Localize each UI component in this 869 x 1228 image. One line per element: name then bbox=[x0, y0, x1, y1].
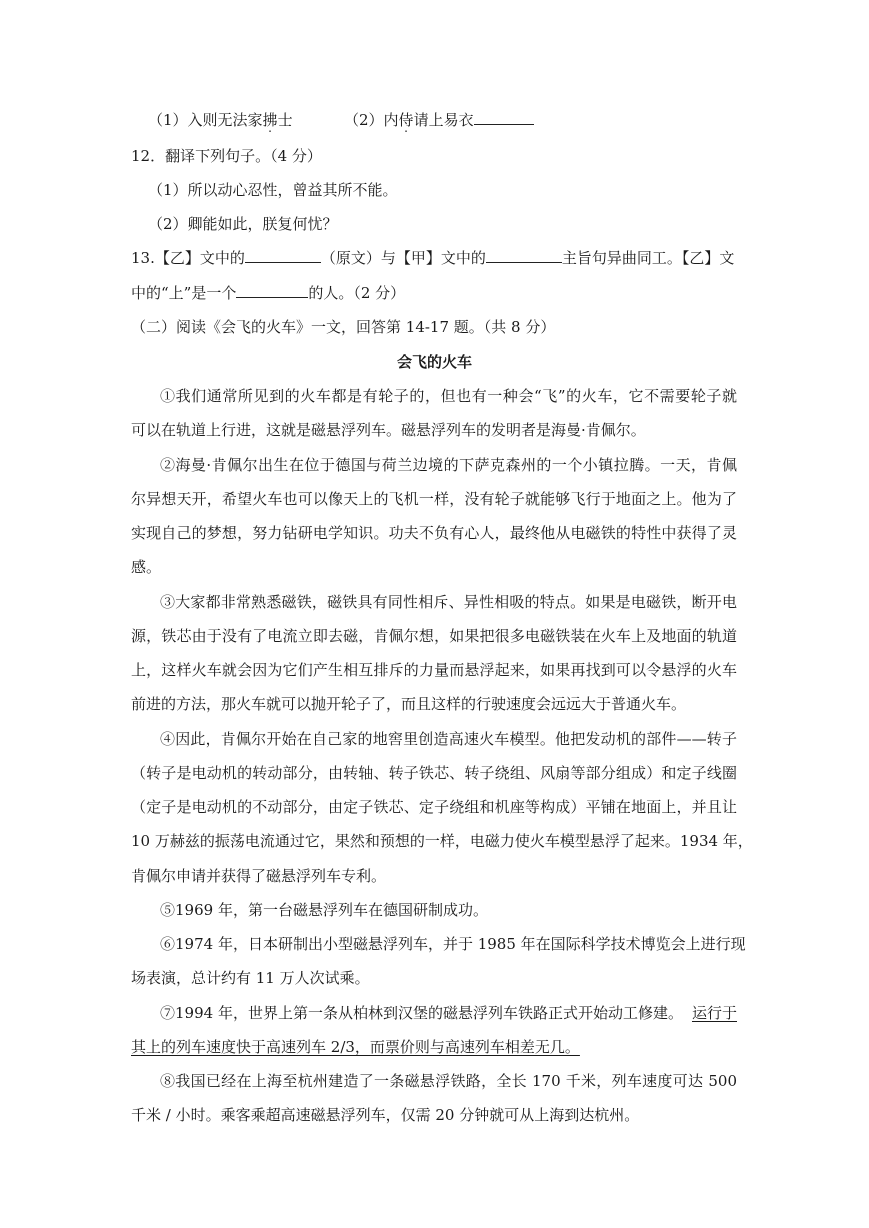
para-3-line-3: 上，这样火车就会因为它们产生相互排斥的力量而悬浮起来，如果再找到可以令悬浮的火车 bbox=[131, 661, 737, 679]
para-2-line-4: 感。 bbox=[131, 558, 162, 576]
q11-answer-blank[interactable] bbox=[474, 110, 534, 125]
para-4-line-3: （定子是电动机的不动部分，由定子铁芯、定子绕组和机座等构成）平铺在地面上，并且让 bbox=[131, 798, 737, 816]
q13-blank-1[interactable] bbox=[245, 248, 321, 263]
q12-heading: 12．翻译下列句子。（4 分） bbox=[131, 147, 322, 165]
para-5: ⑤1969 年，第一台磁悬浮列车在德国研制成功。 bbox=[160, 901, 488, 919]
para-7-underlined-start: 运行于 bbox=[691, 1004, 737, 1022]
q12-sentence-1: （1）所以动心忍性，曾益其所不能。 bbox=[148, 181, 398, 199]
q11-item2-tail: 请上易衣 bbox=[413, 111, 474, 129]
section-intro: （二）阅读《会飞的火车》一文，回答第 14-17 题。（共 8 分） bbox=[131, 318, 556, 336]
para-8-line-1: ⑧我国已经在上海至杭州建造了一条磁悬浮铁路，全长 170 千米，列车速度可达 500 bbox=[160, 1072, 737, 1090]
q13-text-3: 主旨句异曲同工。【乙】文 bbox=[561, 249, 735, 267]
para-4-line-1: ④因此，肯佩尔开始在自己家的地窖里创造高速火车模型。他把发动机的部件——转子 bbox=[160, 730, 737, 748]
q11-item1-tail: 士 bbox=[277, 111, 293, 129]
q11-item1-dotted-char: 拂 bbox=[262, 111, 278, 129]
para-3-line-4: 前进的方法，那火车就可以抛开轮子了，而且这样的行驶速度会远远大于普通火车。 bbox=[131, 695, 687, 713]
para-2-line-3: 实现自己的梦想，努力钻研电学知识。功夫不负有心人，最终他从电磁铁的特性中获得了灵 bbox=[131, 524, 737, 542]
q11-item1 bbox=[148, 110, 293, 130]
q13-line-1 bbox=[131, 248, 734, 268]
para-4-line-5: 肯佩尔申请并获得了磁悬浮列车专利。 bbox=[131, 867, 387, 885]
q11-item2 bbox=[344, 110, 534, 130]
para-7-text: ⑦1994 年，世界上第一条从柏林到汉堡的磁悬浮列车铁路正式开始动工修建。 bbox=[160, 1004, 683, 1022]
q13-text-5: 的人。（2 分） bbox=[308, 284, 406, 302]
para-2-line-2: 尔异想天开，希望火车也可以像天上的飞机一样，没有轮子就能够飞行于地面之上。他为了 bbox=[131, 490, 737, 508]
para-2-line-1: ②海曼·肯佩尔出生在位于德国与荷兰边境的下萨克森州的一个小镇拉腾。一天，肯佩 bbox=[160, 456, 737, 474]
para-1-line-1: ①我们通常所见到的火车都是有轮子的，但也有一种会“飞”的火车，它不需要轮子就 bbox=[160, 387, 737, 405]
q13-blank-3[interactable] bbox=[236, 283, 308, 298]
para-7-line-2-underlined: 其上的列车速度快于高速列车 2/3，而票价则与高速列车相差无几。 bbox=[131, 1038, 580, 1056]
para-7-line-1 bbox=[160, 1003, 737, 1023]
q11-item2-dotted-char: 侍 bbox=[398, 111, 414, 129]
article-title: 会飞的火车 bbox=[396, 353, 472, 371]
para-1-line-2: 可以在轨道上行进，这就是磁悬浮列车。磁悬浮列车的发明者是海曼·肯佩尔。 bbox=[131, 421, 646, 439]
para-8-line-2: 千米 / 小时。乘客乘超高速磁悬浮列车，仅需 20 分钟就可从上海到达杭州。 bbox=[131, 1106, 640, 1124]
q11-item1-text: （1）入则无法家 bbox=[148, 111, 263, 129]
q13-text-4: 中的“上”是一个 bbox=[131, 284, 237, 302]
para-4-line-2: （转子是电动机的转动部分，由转轴、转子铁芯、转子绕组、风扇等部分组成）和定子线圈 bbox=[131, 764, 737, 782]
q13-text-2: （原文）与【甲】文中的 bbox=[320, 249, 486, 267]
para-4-line-4: 10 万赫兹的振荡电流通过它，果然和预想的一样，电磁力使火车模型悬浮了起来。1934 年， bbox=[131, 832, 753, 850]
q11-item2-text: （2）内 bbox=[344, 111, 399, 129]
para-6-line-2: 场表演，总计约有 11 万人次试乘。 bbox=[131, 969, 370, 987]
q13-line-2 bbox=[131, 283, 405, 303]
para-6-line-1: ⑥1974 年，日本研制出小型磁悬浮列车，并于 1985 年在国际科学技术博览会上进行现 bbox=[160, 935, 746, 953]
q13-blank-2[interactable] bbox=[486, 248, 562, 263]
para-3-line-1: ③大家都非常熟悉磁铁，磁铁具有同性相斥、异性相吸的特点。如果是电磁铁，断开电 bbox=[160, 593, 737, 611]
para-3-line-2: 源，铁芯由于没有了电流立即去磁，肯佩尔想，如果把很多电磁铁装在火车上及地面的轨道 bbox=[131, 627, 737, 645]
q13-text-1: 13.【乙】文中的 bbox=[131, 249, 245, 267]
q12-sentence-2: （2）卿能如此，朕复何忧？ bbox=[148, 215, 338, 233]
